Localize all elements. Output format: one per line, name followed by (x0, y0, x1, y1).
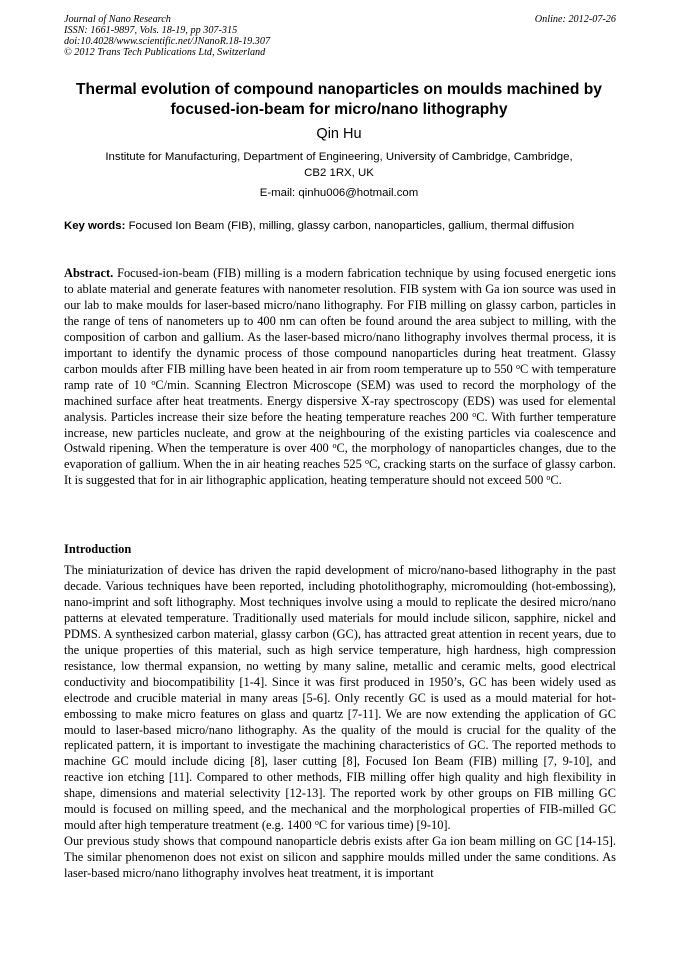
degree-mark: o (151, 377, 156, 387)
journal-header (64, 14, 616, 58)
issn-line: ISSN: 1661-9897, Vols. 18-19, pp 307-315 (64, 25, 238, 36)
paper-title: Thermal evolution of compound nanoparticles on moulds machined by focused-ion-beam for micro/nano lithography (76, 81, 602, 118)
abstract-text: C with temperature ramp rate of 10 (64, 361, 616, 392)
abstract-text: Focused-ion-beam (FIB) milling is a modern fabrication technique by using focused energetic ions to ablate material and generate features with nanometer resolution. FIB system with Ga ion source was used in our lab to make moulds for laser-based micro/nano lithography. For FIB milling on glassy carbon, particles in the range of tens of nanometers up to 400 nm can often be found around the area subject to milling, with the composition of carbon and gallium. As the laser-based micro/nano lithography involves thermal process, it is important to identify the dynamic process of those compound nanoparticles during heat treatment. Glassy carbon moulds after FIB milling have been heated in air from room temperature up to 550 (64, 266, 616, 376)
keywords-text: Focused Ion Beam (FIB), milling, glassy carbon, nanoparticles, gallium, thermal diffusion (125, 220, 575, 232)
abstract-text: C, the morphology of nanoparticles changes, due to the evaporation of gallium. When the in air heating reaches 525 (64, 441, 616, 472)
paragraph: Our previous study shows that compound nanoparticle debris exists after Ga ion beam milling on GC [14-15]. The similar phenomenon does not exist on silicon and sapphire moulds milled under the same conditions. As laser-based micro/nano lithography involves heat treatment, it is important (64, 834, 616, 881)
paragraph-text: The miniaturization of device has driven the rapid development of micro/nano-based lithography in the past decade. Various techniques have been reported, including photolithography, micromoulding (hot-embossing), nano-imprint and soft lithography. Most techniques involve using a mould to replicate the desired micro/nano patterns at elevated temperature. Traditionally used materials for mould include silicon, sapphire, nickel and PDMS. A synthesized carbon material, glassy carbon (GC), has attracted great attention in recent years, due to the unique properties of this material, such as high service temperature, high hardness, high compression resistance, low thermal expansion, no wetting by many saline, metallic and ceramic melts, good electrical conductivity and biocompatibility [1-4]. Since it was first produced in 1950’s, GC has been widely used as electrode and crucible material in many areas [5-6]. Only recently GC is used as a mould material for hot-embossing to make micro features on glass and quartz [7-11]. We are now extending the application of GC mould to laser-based micro/nano lithography. As the quality of the mould is crucial for the quality of the replicated pattern, it is important to investigate the machining characteristics of GC. The reported methods to machine GC mould include dicing [8], laser cutting [8], Focused Ion Beam (FIB) milling [7, 9-10], and reactive ion etching [11]. Compared to other methods, FIB milling offer high quality and high flexibility in shape, dimensions and material selectivity [12-13]. The reported work by other groups on FIB milling GC mould is focused on milling speed, and the mechanical and the morphological properties of FIB-milled GC mould after high temperature treatment (e.g. 1400 (64, 563, 616, 833)
degree-mark: o (516, 361, 521, 371)
author-email: E-mail: qinhu006@hotmail.com (259, 187, 419, 199)
abstract-text: C, cracking starts on the surface of glassy carbon. It is suggested that for in air lithographic application, heating temperature should not exceed 500 (64, 457, 617, 488)
affiliation (70, 149, 608, 181)
degree-mark: o (546, 473, 551, 483)
abstract-label: Abstract. (64, 266, 114, 280)
section-heading-introduction: Introduction (64, 542, 132, 556)
degree-mark: o (472, 409, 477, 419)
introduction-body (64, 563, 616, 882)
paragraph (64, 563, 616, 834)
author-name: Qin Hu (316, 126, 362, 142)
degree-mark: o (314, 818, 319, 828)
copyright-line: © 2012 Trans Tech Publications Ltd, Switzerland (64, 47, 266, 58)
abstract (64, 266, 616, 489)
degree-mark: o (332, 441, 337, 451)
keywords-label: Key words: (64, 220, 126, 232)
affiliation-line: Institute for Manufacturing, Department of Engineering, University of Cambridge, Cambridge, (105, 151, 573, 163)
journal-name: Journal of Nano Research (64, 14, 171, 25)
abstract-text: C/min. Scanning Electron Microscope (SEM) was used to record the morphology of the machined surface after heat treatments. Energy dispersive X-ray spectroscopy (EDS) was used for elemental analysis. Particles increase their size before the heating temperature reaches 200 (64, 377, 616, 424)
doi-line: doi:10.4028/www.scientific.net/JNanoR.18-19.307 (64, 36, 271, 47)
abstract-text: C. With further temperature increase, new particles nucleate, and grow at the neighbouring of the existing particles via coalescence and Ostwald ripening. When the temperature is over 400 (64, 409, 616, 456)
affiliation-line: CB2 1RX, UK (304, 167, 374, 179)
degree-mark: o (364, 457, 369, 467)
paragraph-text: C for various time) [9-10]. (318, 818, 451, 833)
keywords (64, 219, 616, 234)
abstract-text: C. (550, 473, 562, 488)
online-date: Online: 2012-07-26 (534, 14, 616, 25)
